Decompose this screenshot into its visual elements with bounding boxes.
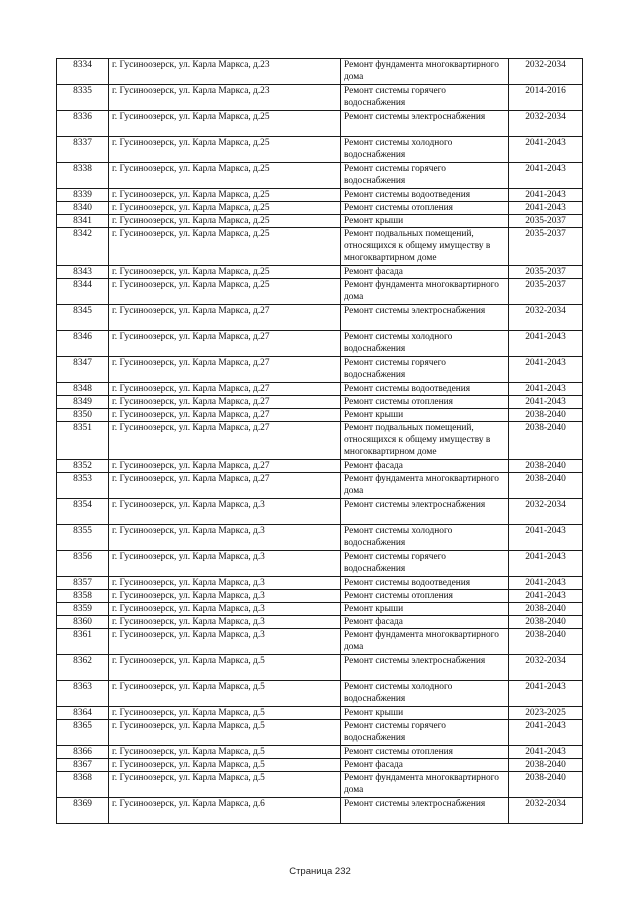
row-number: 8353 xyxy=(57,473,109,499)
row-work-type: Ремонт фундамента многоквартирного дома xyxy=(341,629,509,655)
page-number: Страница 232 xyxy=(289,866,351,877)
works-table xyxy=(56,58,583,824)
row-number: 8345 xyxy=(57,305,109,331)
row-period: 2038-2040 xyxy=(509,473,583,499)
row-work-type: Ремонт подвальных помещений, относящихся к общему имуществу в многоквартирном доме xyxy=(341,228,509,266)
row-number: 8359 xyxy=(57,603,109,616)
row-period: 2041-2043 xyxy=(509,720,583,746)
row-period: 2041-2043 xyxy=(509,590,583,603)
row-period: 2032-2034 xyxy=(509,798,583,824)
table-row xyxy=(57,603,583,616)
row-number: 8339 xyxy=(57,189,109,202)
row-number: 8342 xyxy=(57,228,109,266)
row-address: г. Гусиноозерск, ул. Карла Маркса, д.3 xyxy=(109,603,341,616)
row-number: 8360 xyxy=(57,616,109,629)
row-address: г. Гусиноозерск, ул. Карла Маркса, д.27 xyxy=(109,409,341,422)
row-number: 8362 xyxy=(57,655,109,681)
row-work-type: Ремонт системы холодного водоснабжения xyxy=(341,525,509,551)
row-period: 2035-2037 xyxy=(509,279,583,305)
row-address: г. Гусиноозерск, ул. Карла Маркса, д.25 xyxy=(109,163,341,189)
row-work-type: Ремонт крыши xyxy=(341,215,509,228)
row-work-type: Ремонт системы отопления xyxy=(341,202,509,215)
row-number: 8350 xyxy=(57,409,109,422)
row-work-type: Ремонт системы горячего водоснабжения xyxy=(341,551,509,577)
table-row xyxy=(57,228,583,266)
row-address: г. Гусиноозерск, ул. Карла Маркса, д.27 xyxy=(109,473,341,499)
table-row xyxy=(57,422,583,460)
table-row xyxy=(57,473,583,499)
table-row xyxy=(57,590,583,603)
row-work-type: Ремонт системы холодного водоснабжения xyxy=(341,137,509,163)
row-address: г. Гусиноозерск, ул. Карла Маркса, д.3 xyxy=(109,629,341,655)
row-work-type: Ремонт системы водоотведения xyxy=(341,577,509,590)
table-row xyxy=(57,383,583,396)
row-address: г. Гусиноозерск, ул. Карла Маркса, д.5 xyxy=(109,681,341,707)
table-row xyxy=(57,759,583,772)
row-period: 2041-2043 xyxy=(509,137,583,163)
row-address: г. Гусиноозерск, ул. Карла Маркса, д.27 xyxy=(109,383,341,396)
row-number: 8337 xyxy=(57,137,109,163)
row-period: 2041-2043 xyxy=(509,746,583,759)
row-address: г. Гусиноозерск, ул. Карла Маркса, д.27 xyxy=(109,422,341,460)
row-work-type: Ремонт системы электроснабжения xyxy=(341,655,509,681)
row-period: 2038-2040 xyxy=(509,616,583,629)
row-address: г. Гусиноозерск, ул. Карла Маркса, д.3 xyxy=(109,616,341,629)
row-address: г. Гусиноозерск, ул. Карла Маркса, д.3 xyxy=(109,577,341,590)
row-address: г. Гусиноозерск, ул. Карла Маркса, д.5 xyxy=(109,772,341,798)
row-number: 8364 xyxy=(57,707,109,720)
table-row xyxy=(57,85,583,111)
row-address: г. Гусиноозерск, ул. Карла Маркса, д.25 xyxy=(109,202,341,215)
table-row xyxy=(57,59,583,85)
row-number: 8344 xyxy=(57,279,109,305)
table-row xyxy=(57,279,583,305)
row-period: 2041-2043 xyxy=(509,681,583,707)
row-address: г. Гусиноозерск, ул. Карла Маркса, д.27 xyxy=(109,331,341,357)
row-period: 2032-2034 xyxy=(509,499,583,525)
row-address: г. Гусиноозерск, ул. Карла Маркса, д.5 xyxy=(109,655,341,681)
row-work-type: Ремонт системы холодного водоснабжения xyxy=(341,681,509,707)
table-row xyxy=(57,111,583,137)
row-period: 2023-2025 xyxy=(509,707,583,720)
row-number: 8349 xyxy=(57,396,109,409)
row-period: 2014-2016 xyxy=(509,85,583,111)
row-work-type: Ремонт фасада xyxy=(341,616,509,629)
table-row xyxy=(57,409,583,422)
row-period: 2041-2043 xyxy=(509,551,583,577)
row-address: г. Гусиноозерск, ул. Карла Маркса, д.5 xyxy=(109,759,341,772)
row-period: 2035-2037 xyxy=(509,266,583,279)
row-number: 8335 xyxy=(57,85,109,111)
row-period: 2038-2040 xyxy=(509,629,583,655)
row-work-type: Ремонт системы горячего водоснабжения xyxy=(341,163,509,189)
row-address: г. Гусиноозерск, ул. Карла Маркса, д.25 xyxy=(109,228,341,266)
table-row xyxy=(57,720,583,746)
table-row xyxy=(57,655,583,681)
table-row xyxy=(57,202,583,215)
row-number: 8346 xyxy=(57,331,109,357)
row-period: 2038-2040 xyxy=(509,460,583,473)
table-row xyxy=(57,629,583,655)
row-address: г. Гусиноозерск, ул. Карла Маркса, д.27 xyxy=(109,460,341,473)
row-work-type: Ремонт системы электроснабжения xyxy=(341,499,509,525)
table-row xyxy=(57,707,583,720)
row-work-type: Ремонт системы электроснабжения xyxy=(341,111,509,137)
row-address: г. Гусиноозерск, ул. Карла Маркса, д.25 xyxy=(109,266,341,279)
row-number: 8369 xyxy=(57,798,109,824)
row-work-type: Ремонт подвальных помещений, относящихся к общему имуществу в многоквартирном доме xyxy=(341,422,509,460)
row-number: 8356 xyxy=(57,551,109,577)
row-work-type: Ремонт системы водоотведения xyxy=(341,383,509,396)
row-period: 2032-2034 xyxy=(509,111,583,137)
row-work-type: Ремонт фундамента многоквартирного дома xyxy=(341,279,509,305)
row-address: г. Гусиноозерск, ул. Карла Маркса, д.25 xyxy=(109,215,341,228)
row-period: 2041-2043 xyxy=(509,357,583,383)
table-row xyxy=(57,551,583,577)
table-row xyxy=(57,616,583,629)
row-period: 2041-2043 xyxy=(509,577,583,590)
row-work-type: Ремонт системы отопления xyxy=(341,746,509,759)
row-address: г. Гусиноозерск, ул. Карла Маркса, д.3 xyxy=(109,525,341,551)
table-row xyxy=(57,798,583,824)
row-address: г. Гусиноозерск, ул. Карла Маркса, д.5 xyxy=(109,720,341,746)
row-number: 8336 xyxy=(57,111,109,137)
table-row xyxy=(57,305,583,331)
row-number: 8363 xyxy=(57,681,109,707)
row-work-type: Ремонт фундамента многоквартирного дома xyxy=(341,59,509,85)
row-number: 8340 xyxy=(57,202,109,215)
table-row xyxy=(57,681,583,707)
row-address: г. Гусиноозерск, ул. Карла Маркса, д.27 xyxy=(109,357,341,383)
row-address: г. Гусиноозерск, ул. Карла Маркса, д.5 xyxy=(109,707,341,720)
row-work-type: Ремонт крыши xyxy=(341,409,509,422)
row-work-type: Ремонт системы отопления xyxy=(341,590,509,603)
row-number: 8338 xyxy=(57,163,109,189)
table-row xyxy=(57,525,583,551)
row-number: 8347 xyxy=(57,357,109,383)
row-period: 2041-2043 xyxy=(509,202,583,215)
works-table-body xyxy=(57,59,583,824)
row-number: 8367 xyxy=(57,759,109,772)
table-row xyxy=(57,460,583,473)
table-row xyxy=(57,357,583,383)
row-address: г. Гусиноозерск, ул. Карла Маркса, д.6 xyxy=(109,798,341,824)
table-row xyxy=(57,396,583,409)
row-address: г. Гусиноозерск, ул. Карла Маркса, д.3 xyxy=(109,551,341,577)
row-address: г. Гусиноозерск, ул. Карла Маркса, д.5 xyxy=(109,746,341,759)
row-period: 2035-2037 xyxy=(509,228,583,266)
row-number: 8358 xyxy=(57,590,109,603)
row-work-type: Ремонт системы горячего водоснабжения xyxy=(341,357,509,383)
row-address: г. Гусиноозерск, ул. Карла Маркса, д.25 xyxy=(109,279,341,305)
row-period: 2041-2043 xyxy=(509,189,583,202)
row-address: г. Гусиноозерск, ул. Карла Маркса, д.3 xyxy=(109,590,341,603)
row-work-type: Ремонт фундамента многоквартирного дома xyxy=(341,772,509,798)
row-number: 8357 xyxy=(57,577,109,590)
row-number: 8343 xyxy=(57,266,109,279)
row-address: г. Гусиноозерск, ул. Карла Маркса, д.25 xyxy=(109,111,341,137)
row-address: г. Гусиноозерск, ул. Карла Маркса, д.27 xyxy=(109,396,341,409)
row-work-type: Ремонт системы горячего водоснабжения xyxy=(341,720,509,746)
row-period: 2038-2040 xyxy=(509,409,583,422)
row-number: 8351 xyxy=(57,422,109,460)
row-period: 2032-2034 xyxy=(509,655,583,681)
row-period: 2032-2034 xyxy=(509,59,583,85)
table-row xyxy=(57,163,583,189)
table-row xyxy=(57,331,583,357)
row-period: 2038-2040 xyxy=(509,422,583,460)
table-row xyxy=(57,215,583,228)
row-number: 8365 xyxy=(57,720,109,746)
row-address: г. Гусиноозерск, ул. Карла Маркса, д.25 xyxy=(109,137,341,163)
row-period: 2032-2034 xyxy=(509,305,583,331)
row-number: 8341 xyxy=(57,215,109,228)
row-number: 8352 xyxy=(57,460,109,473)
row-period: 2038-2040 xyxy=(509,603,583,616)
row-number: 8355 xyxy=(57,525,109,551)
row-work-type: Ремонт системы электроснабжения xyxy=(341,305,509,331)
table-row xyxy=(57,266,583,279)
row-work-type: Ремонт системы отопления xyxy=(341,396,509,409)
row-work-type: Ремонт фасада xyxy=(341,460,509,473)
row-work-type: Ремонт фасада xyxy=(341,759,509,772)
row-period: 2041-2043 xyxy=(509,396,583,409)
row-number: 8368 xyxy=(57,772,109,798)
row-number: 8334 xyxy=(57,59,109,85)
row-work-type: Ремонт крыши xyxy=(341,603,509,616)
row-address: г. Гусиноозерск, ул. Карла Маркса, д.23 xyxy=(109,85,341,111)
row-work-type: Ремонт фасада xyxy=(341,266,509,279)
row-number: 8366 xyxy=(57,746,109,759)
row-period: 2041-2043 xyxy=(509,331,583,357)
table-row xyxy=(57,499,583,525)
table-row xyxy=(57,746,583,759)
row-period: 2038-2040 xyxy=(509,759,583,772)
table-row xyxy=(57,189,583,202)
row-period: 2041-2043 xyxy=(509,525,583,551)
row-work-type: Ремонт фундамента многоквартирного дома xyxy=(341,473,509,499)
table-row xyxy=(57,772,583,798)
row-number: 8361 xyxy=(57,629,109,655)
row-number: 8348 xyxy=(57,383,109,396)
row-address: г. Гусиноозерск, ул. Карла Маркса, д.25 xyxy=(109,189,341,202)
table-row xyxy=(57,137,583,163)
row-period: 2041-2043 xyxy=(509,383,583,396)
row-work-type: Ремонт крыши xyxy=(341,707,509,720)
row-work-type: Ремонт системы водоотведения xyxy=(341,189,509,202)
row-address: г. Гусиноозерск, ул. Карла Маркса, д.3 xyxy=(109,499,341,525)
row-period: 2041-2043 xyxy=(509,163,583,189)
table-row xyxy=(57,577,583,590)
row-address: г. Гусиноозерск, ул. Карла Маркса, д.23 xyxy=(109,59,341,85)
row-number: 8354 xyxy=(57,499,109,525)
row-period: 2038-2040 xyxy=(509,772,583,798)
row-work-type: Ремонт системы электроснабжения xyxy=(341,798,509,824)
row-period: 2035-2037 xyxy=(509,215,583,228)
row-work-type: Ремонт системы горячего водоснабжения xyxy=(341,85,509,111)
row-address: г. Гусиноозерск, ул. Карла Маркса, д.27 xyxy=(109,305,341,331)
row-work-type: Ремонт системы холодного водоснабжения xyxy=(341,331,509,357)
